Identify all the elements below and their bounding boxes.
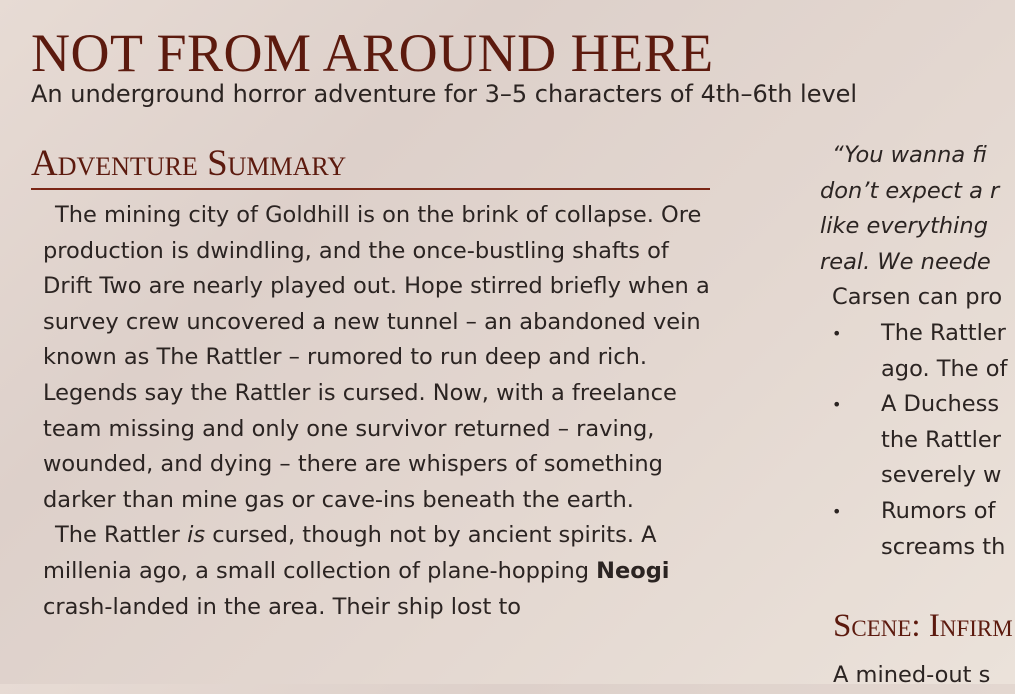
list-item (820, 387, 1015, 494)
paragraph-2-middle: cursed, though not by ancient spirits. A millenia ago, a small collection of plane-hopping (43, 522, 657, 584)
list-item-line: ago. The of (881, 355, 1008, 382)
quote-line: don’t expect a r (820, 177, 1000, 204)
scene-heading: Scene: Infirm (833, 608, 1013, 644)
rumor-list (820, 316, 1015, 565)
right-column (820, 138, 1015, 565)
list-item-line: the Rattler (881, 426, 1001, 453)
list-item (820, 316, 1015, 387)
quote-line: real. We neede (820, 248, 991, 275)
adventure-summary-heading: Adventure Summary (31, 140, 710, 190)
neogi-term: Neogi (596, 557, 670, 584)
bullet-icon: • (832, 501, 842, 521)
paragraph-2-emphasis: is (187, 522, 206, 549)
bullet-icon: • (832, 395, 842, 415)
list-item-line: Rumors of (881, 497, 996, 524)
scene-text: A mined-out s (833, 662, 991, 688)
adventure-title: NOT FROM AROUND HERE (31, 23, 714, 83)
paragraph-2-end: crash-landed in the area. Their ship lost to (43, 593, 522, 620)
paragraph-2-start: The Rattler (55, 522, 188, 549)
list-item-line: screams th (881, 533, 1006, 560)
quote-line: like everything (820, 213, 988, 240)
list-item (820, 494, 1015, 565)
summary-paragraph-2 (43, 518, 723, 625)
carsen-intro: Carsen can pro (832, 284, 1003, 311)
adventure-subtitle: An underground horror adventure for 3–5 characters of 4th–6th level (31, 80, 858, 108)
list-item-line: severely w (881, 462, 1002, 489)
adventure-summary-body (43, 198, 723, 625)
carsen-quote (820, 138, 1015, 280)
list-item-line: A Duchess (881, 391, 1000, 418)
quote-line: “You wanna fi (832, 142, 987, 168)
bullet-icon: • (832, 323, 842, 343)
list-item-line: The Rattler (881, 319, 1006, 346)
summary-paragraph-1: The mining city of Goldhill is on the brink of collapse. Ore production is dwindling, and the once-bustling shafts of Drift Two are nearly played out. Hope stirred briefly when a survey crew uncovered a new tunnel – an abandoned vein known as The Rattler – rumored to run deep and rich. Legends say the Rattler is cursed. Now, with a freelance team missing and only one survivor returned – raving, wounded, and dying – there are whispers of something darker than mine gas or cave-ins beneath the earth. (43, 202, 710, 513)
